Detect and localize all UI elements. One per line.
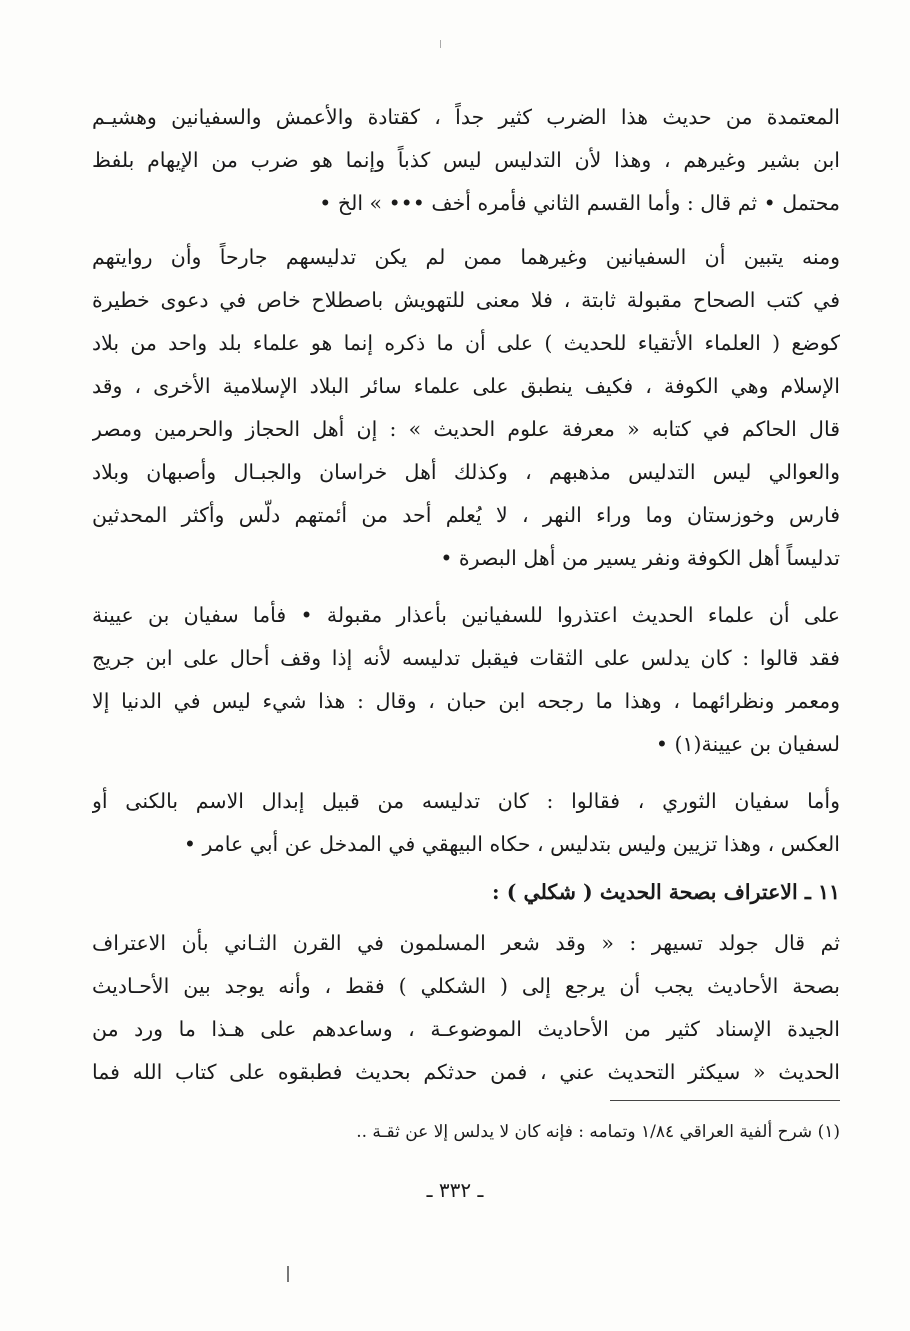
paragraph-line: في كتب الصحاح مقبولة ثابتة ، فلا معنى للتهويش باصطلاح خاص في دعوى خطيرة bbox=[92, 288, 840, 312]
footnote: (١) شرح ألفية العراقي ١/٨٤ وتمامه : فإنه كان لا يدلس إلا عن ثقـة .. bbox=[356, 1122, 840, 1142]
footnote-divider bbox=[610, 1100, 840, 1101]
scan-artifact bbox=[287, 1266, 289, 1282]
paragraph-line: ابن بشير وغيرهم ، وهذا لأن التدليس ليس كذباً وإنما هو ضرب من الإيهام بلفظ bbox=[92, 148, 840, 172]
paragraph-line: الإسلام وهي الكوفة ، فكيف ينطبق على علماء سائر البلاد الإسلامية الأخرى ، وقد bbox=[92, 374, 840, 398]
paragraph-line: ومعمر ونظرائهما ، وهذا ما رجحه ابن حبان ، وقال : هذا شيء ليس في الدنيا إلا bbox=[92, 689, 840, 713]
paragraph-line: ومنه يتبين أن السفيانين وغيرهما ممن لم يكن تدليسهم جارحاً وأن روايتهم bbox=[92, 245, 840, 269]
page-number: ـ ٣٣٢ ـ bbox=[426, 1178, 484, 1202]
paragraph-4 bbox=[92, 780, 840, 866]
paragraph-line: الحديث « سيكثر التحديث عني ، فمن حدثكم بحديث فطبقوه على كتاب الله فما bbox=[92, 1060, 840, 1084]
paragraph-line: محتمل • ثم قال : وأما القسم الثاني فأمره أخف ••• » الخ • bbox=[319, 191, 840, 215]
paragraph-line: العكس ، وهذا تزيين وليس بتدليس ، حكاه البيهقي في المدخل عن أبي عامر • bbox=[183, 832, 840, 856]
paragraph-1 bbox=[92, 96, 840, 225]
paragraph-line: فقد قالوا : كان يدلس على الثقات فيقبل تدليسه لأنه إذا وقف أحال على ابن جريج bbox=[92, 646, 840, 670]
paragraph-line: بصحة الأحاديث يجب أن يرجع إلى ( الشكلي ) فقط ، وأنه يوجد بين الأحـاديث bbox=[92, 974, 840, 998]
paragraph-line: والعوالي ليس التدليس مذهبهم ، وكذلك أهل خراسان والجبـال وأصبهان وبلاد bbox=[92, 460, 840, 484]
paragraph-line: المعتمدة من حديث هذا الضرب كثير جداً ، كقتادة والأعمش والسفيانين وهشيـم bbox=[92, 105, 840, 129]
section-heading-block bbox=[92, 868, 840, 916]
paragraph-5 bbox=[92, 922, 840, 1094]
paragraph-line: تدليساً أهل الكوفة ونفر يسير من أهل البصرة • bbox=[440, 546, 840, 570]
paragraph-line: كوضع ( العلماء الأتقياء للحديث ) على أن ما ذكره إنما هو علماء بلد واحد من بلاد bbox=[92, 331, 840, 355]
paragraph-line: على أن علماء الحديث اعتذروا للسفيانين بأعذار مقبولة • فأما سفيان بن عيينة bbox=[92, 603, 840, 627]
scan-speck bbox=[440, 40, 441, 48]
paragraph-line: الجيدة الإسناد كثير من الأحاديث الموضوعـة ، وساعدهم على هـذا ما ورد من bbox=[92, 1017, 840, 1041]
paragraph-line: فارس وخوزستان وما وراء النهر ، لا يُعلم أحد من أئمتهم دلّس وأكثر المحدثين bbox=[92, 503, 840, 527]
section-heading: ١١ ـ الاعتراف بصحة الحديث ( شكلي ) : bbox=[491, 880, 840, 904]
paragraph-line: وأما سفيان الثوري ، فقالوا : كان تدليسه من قبيل إبدال الاسم بالكنى أو bbox=[92, 789, 840, 813]
paragraph-line: ثم قال جولد تسيهر : « وقد شعر المسلمون في القرن الثـاني بأن الاعتراف bbox=[92, 931, 840, 955]
paragraph-2 bbox=[92, 236, 840, 580]
paragraph-line: قال الحاكم في كتابه « معرفة علوم الحديث » : إن أهل الحجاز والحرمين ومصر bbox=[92, 417, 840, 441]
paragraph-3 bbox=[92, 594, 840, 766]
paragraph-line: لسفيان بن عيينة(١) • bbox=[655, 732, 840, 756]
